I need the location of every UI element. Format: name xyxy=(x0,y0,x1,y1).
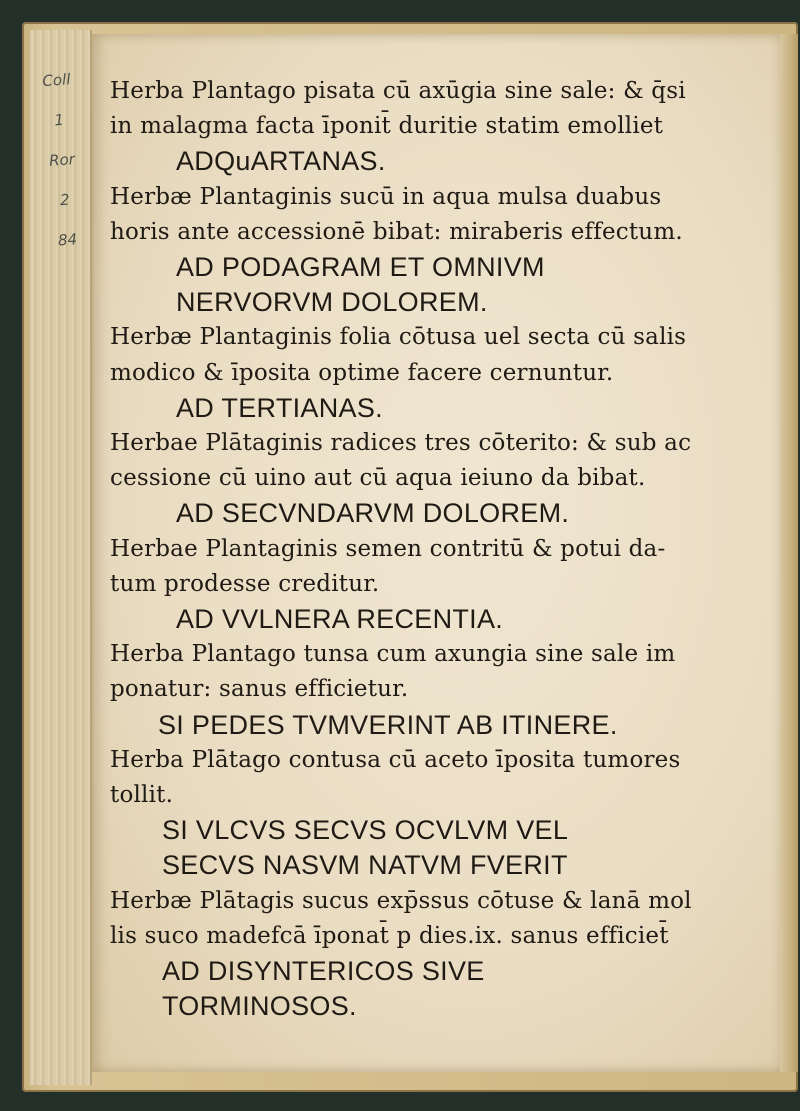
margin-note-line: 2 xyxy=(59,190,71,210)
text-line: tum prodesse creditur. xyxy=(110,570,380,597)
text-line: Herbae Plātaginis radices tres cōterito: & sub ac xyxy=(110,430,692,457)
section-heading: AD PODAGRAM ET OMNIVM xyxy=(176,252,545,283)
section-heading: SI PEDES TVMVERINT AB ITINERE. xyxy=(158,709,618,740)
section-heading: SI VLCVS SECVS OCVLVM VEL xyxy=(162,815,569,846)
text-line: modico & īposita optime facere cernuntur. xyxy=(110,359,614,386)
text-line: cessione cū uino aut cū aqua ieiuno da bibat. xyxy=(110,465,646,492)
page-edge xyxy=(780,34,798,1072)
text-line: Herbæ Plantaginis folia cōtusa uel secta cū salis xyxy=(110,324,687,351)
section-heading: AD VVLNERA RECENTIA. xyxy=(176,604,504,635)
text-line: ponatur: sanus efficietur. xyxy=(110,676,409,703)
text-line: Herba Plātago contusa cū aceto īposita tumores xyxy=(110,746,681,773)
margin-note-line: 84 xyxy=(57,230,78,250)
margin-note-line: Coll xyxy=(41,70,72,91)
text-line: tollit. xyxy=(110,782,174,809)
section-heading: AD DISYNTERICOS SIVE xyxy=(162,956,485,987)
section-heading: ADQuARTANAS. xyxy=(176,146,386,177)
text-line: lis suco madefcā īponat̄ p dies.ix. sanus efficiet̄ xyxy=(110,922,669,949)
margin-note-line: Ror xyxy=(48,150,76,170)
page-text-block xyxy=(110,74,740,1024)
text-line: Herbæ Plantaginis sucū in aqua mulsa duabus xyxy=(110,183,662,210)
text-line: Herbae Plantaginis semen contritū & potui da- xyxy=(110,535,666,562)
text-line: Herbæ Plātagis sucus exp̄ssus cōtuse & lanā mol xyxy=(110,887,692,914)
margin-note-line: 1 xyxy=(53,110,65,130)
text-line: horis ante accessionē bibat: miraberis effectum. xyxy=(110,218,683,245)
section-heading: AD SECVNDARVM DOLOREM. xyxy=(176,498,570,529)
section-heading: AD TERTIANAS. xyxy=(176,392,383,423)
text-line: in malagma facta īponit̄ duritie statim emolliet xyxy=(110,113,664,140)
section-heading: NERVORVM DOLOREM. xyxy=(176,287,488,318)
text-line: Herba Plantago pisata cū axūgia sine sale: & q̄si xyxy=(110,78,686,104)
text-line: Herba Plantago tunsa cum axungia sine sale im xyxy=(110,641,676,668)
section-heading: TORMINOSOS. xyxy=(162,991,357,1022)
section-heading: SECVS NASVM NATVM FVERIT xyxy=(162,850,568,881)
